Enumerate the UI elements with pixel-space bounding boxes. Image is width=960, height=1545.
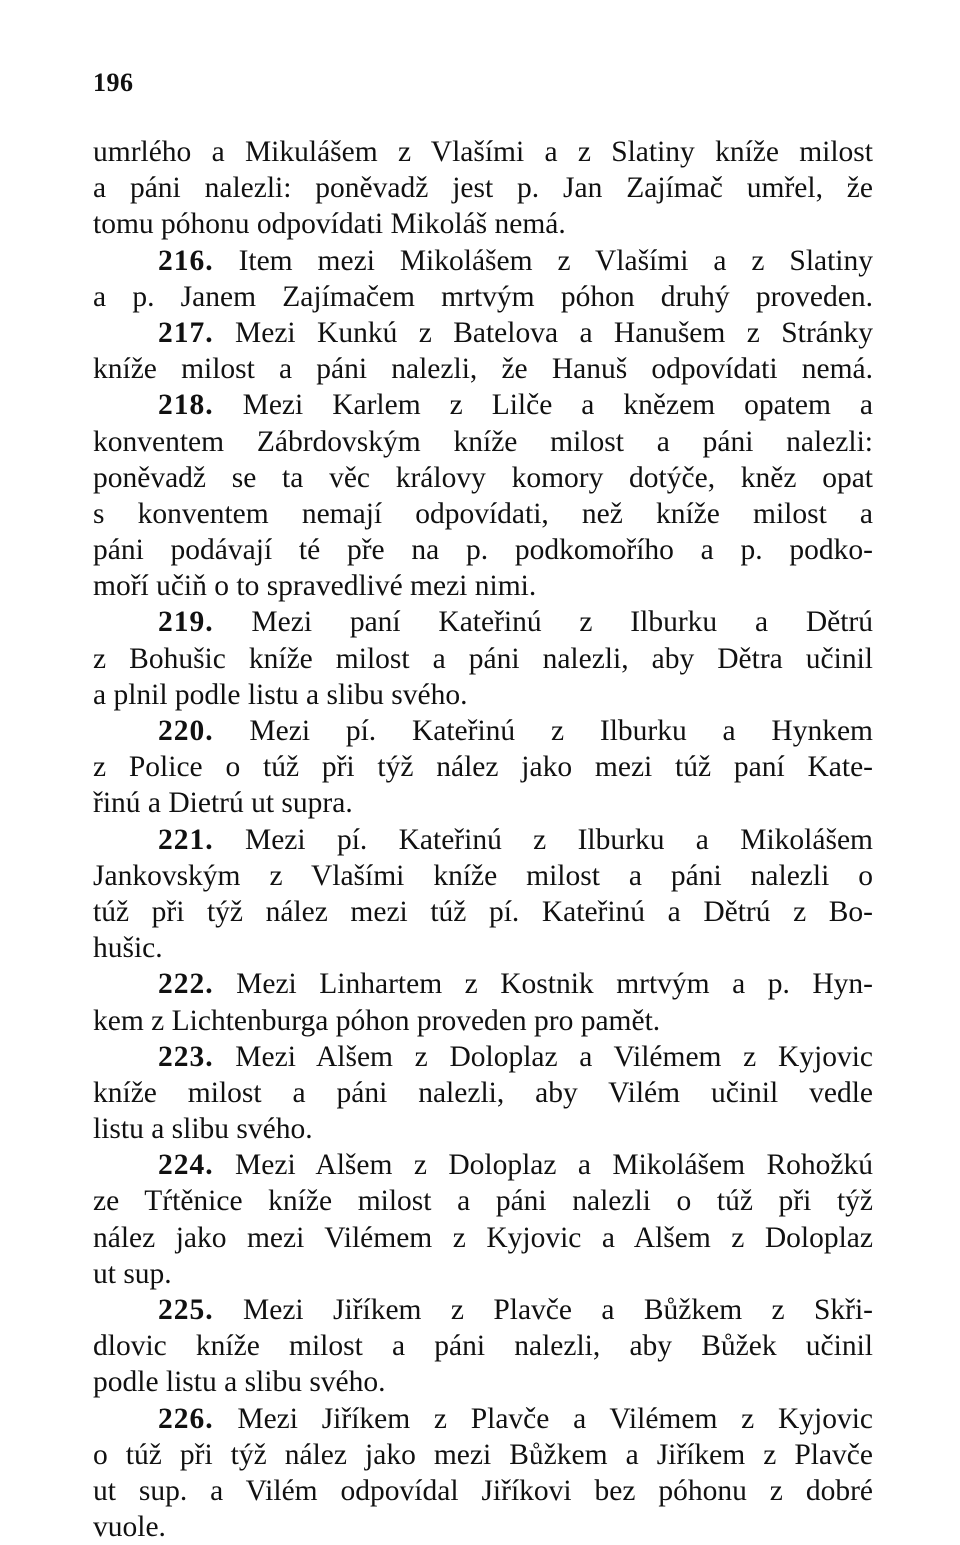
line-text: ut sup. a Vilém odpovídal Jiříkovi bez póhonu z dobré — [93, 1474, 873, 1507]
line-text: Mezi pí. Kateřinú z Ilburku a Hynkem — [213, 715, 873, 747]
text-line — [93, 677, 873, 713]
text-line — [93, 1437, 873, 1473]
line-text: a plnil podle listu a slibu svého. — [93, 678, 468, 711]
line-text: s konventem nemají odpovídati, než kníže milost a — [93, 497, 873, 530]
line-text: nález jako mezi Vilémem z Kyjovic a Alšem z Doloplaz — [93, 1221, 873, 1254]
line-text: kem z Lichtenburga póhon proveden pro pamět. — [93, 1004, 661, 1037]
line-text: ze Tŕtěnice kníže milost a páni nalezli o túž při týž — [93, 1185, 873, 1218]
line-text: umrlého a Mikulášem z Vlašími a z Slatiny kníže milost — [93, 136, 873, 168]
line-text: Mezi pí. Kateřinú z Ilburku a Mikolášem — [213, 823, 873, 856]
text-line — [93, 1003, 873, 1039]
entry-first-line — [93, 243, 873, 279]
entry-first-line — [93, 1401, 873, 1437]
text-line — [93, 460, 873, 496]
text-line — [93, 1473, 873, 1509]
text-line — [93, 532, 873, 568]
entry-number: 216. — [158, 244, 214, 277]
line-text: Mezi paní Kateřinú z Ilburku a Dětrú — [213, 606, 873, 639]
line-text: dlovic kníže milost a páni nalezli, aby Bůžek učinil — [93, 1330, 873, 1363]
entry-number: 219. — [158, 606, 214, 639]
text-line — [93, 1220, 873, 1256]
text-line — [93, 1328, 873, 1364]
entry-first-line — [93, 966, 873, 1002]
line-text: kníže milost a páni nalezli, aby Vilém učinil vedle — [93, 1076, 873, 1109]
text-line — [93, 496, 873, 532]
entry-number: 223. — [158, 1040, 214, 1073]
entry-first-line — [93, 387, 873, 423]
text-line — [93, 1256, 873, 1292]
entry-first-line — [93, 713, 873, 749]
text-line — [93, 568, 873, 604]
text-line — [93, 1364, 873, 1400]
line-text: Jankovským z Vlašími kníže milost a páni nalezli o — [93, 859, 873, 892]
text-line — [93, 351, 873, 387]
line-text: z Bohušic kníže milost a páni nalezli, aby Dětra učinil — [93, 642, 873, 675]
entry-first-line — [93, 315, 873, 351]
entry-number: 220. — [158, 715, 214, 747]
line-text: ut sup. — [93, 1257, 172, 1290]
line-text: o túž při týž nález jako mezi Bůžkem a Jiříkem z Plavče — [93, 1438, 873, 1471]
entry-number: 226. — [158, 1402, 214, 1435]
line-text: konventem Zábrdovským kníže milost a páni nalezli: — [93, 425, 873, 458]
line-text: Item mezi Mikolášem z Vlašími a z Slatiny — [213, 244, 873, 277]
text-line — [93, 1075, 873, 1111]
body-text — [93, 134, 873, 1545]
line-text: Mezi Alšem z Doloplaz a Vilémem z Kyjovic — [213, 1040, 873, 1073]
entry-first-line — [93, 822, 873, 858]
text-line — [93, 785, 873, 821]
entry-first-line — [93, 604, 873, 640]
text-line — [93, 894, 873, 930]
text-line — [93, 1183, 873, 1219]
line-text: páni podávají té pře na p. podkomořího a p. podko- — [93, 534, 873, 567]
entry-first-line — [93, 1292, 873, 1328]
entry-number: 225. — [158, 1294, 214, 1326]
line-text: hušic. — [93, 932, 163, 965]
line-text: řinú a Dietrú ut supra. — [93, 787, 353, 820]
text-line — [93, 641, 873, 677]
text-line — [93, 1111, 873, 1147]
line-text: z Police o túž při týž nález jako mezi túž paní Kate- — [93, 751, 873, 784]
line-text: Mezi Jiříkem z Plavče a Vilémem z Kyjovic — [213, 1402, 873, 1435]
text-line — [93, 134, 873, 170]
line-text: Mezi Alšem z Doloplaz a Mikolášem Rohožkú — [213, 1149, 873, 1182]
text-line — [93, 1509, 873, 1545]
text-line — [93, 858, 873, 894]
line-text: vuole. — [93, 1511, 166, 1544]
entry-first-line — [93, 1147, 873, 1183]
text-line — [93, 279, 873, 315]
text-line — [93, 749, 873, 785]
entry-number: 217. — [158, 316, 214, 349]
line-text: tomu póhonu odpovídati Mikoláš nemá. — [93, 208, 566, 241]
line-text: Mezi Jiříkem z Plavče a Bůžkem z Skři- — [213, 1294, 873, 1326]
entry-first-line — [93, 1039, 873, 1075]
text-line — [93, 930, 873, 966]
line-text: a páni nalezli: poněvadž jest p. Jan Zajímač umřel, že — [93, 172, 873, 205]
line-text: poněvadž se ta věc královy komory dotýče, kněz opat — [93, 461, 873, 494]
text-line — [93, 170, 873, 206]
entry-number: 218. — [158, 389, 214, 422]
page-number: 196 — [93, 68, 134, 97]
line-text: listu a slibu svého. — [93, 1113, 313, 1146]
line-text: Mezi Karlem z Lilče a knězem opatem a — [213, 389, 873, 422]
line-text: Mezi Linhartem z Kostnik mrtvým a p. Hyn- — [213, 968, 873, 1001]
text-line — [93, 424, 873, 460]
line-text: túž při týž nález mezi túž pí. Kateřinú a Dětrú z Bo- — [93, 895, 873, 928]
line-text: moří učiň o to spravedlivé mezi nimi. — [93, 570, 537, 603]
line-text: Mezi Kunkú z Batelova a Hanušem z Stránky — [213, 316, 873, 349]
entry-number: 222. — [158, 968, 214, 1001]
entry-number: 221. — [158, 823, 214, 856]
line-text: podle listu a slibu svého. — [93, 1366, 386, 1399]
line-text: a p. Janem Zajímačem mrtvým póhon druhý proveden. — [93, 280, 873, 313]
text-line — [93, 206, 873, 242]
line-text: kníže milost a páni nalezli, že Hanuš odpovídati nemá. — [93, 353, 873, 386]
entry-number: 224. — [158, 1149, 214, 1182]
